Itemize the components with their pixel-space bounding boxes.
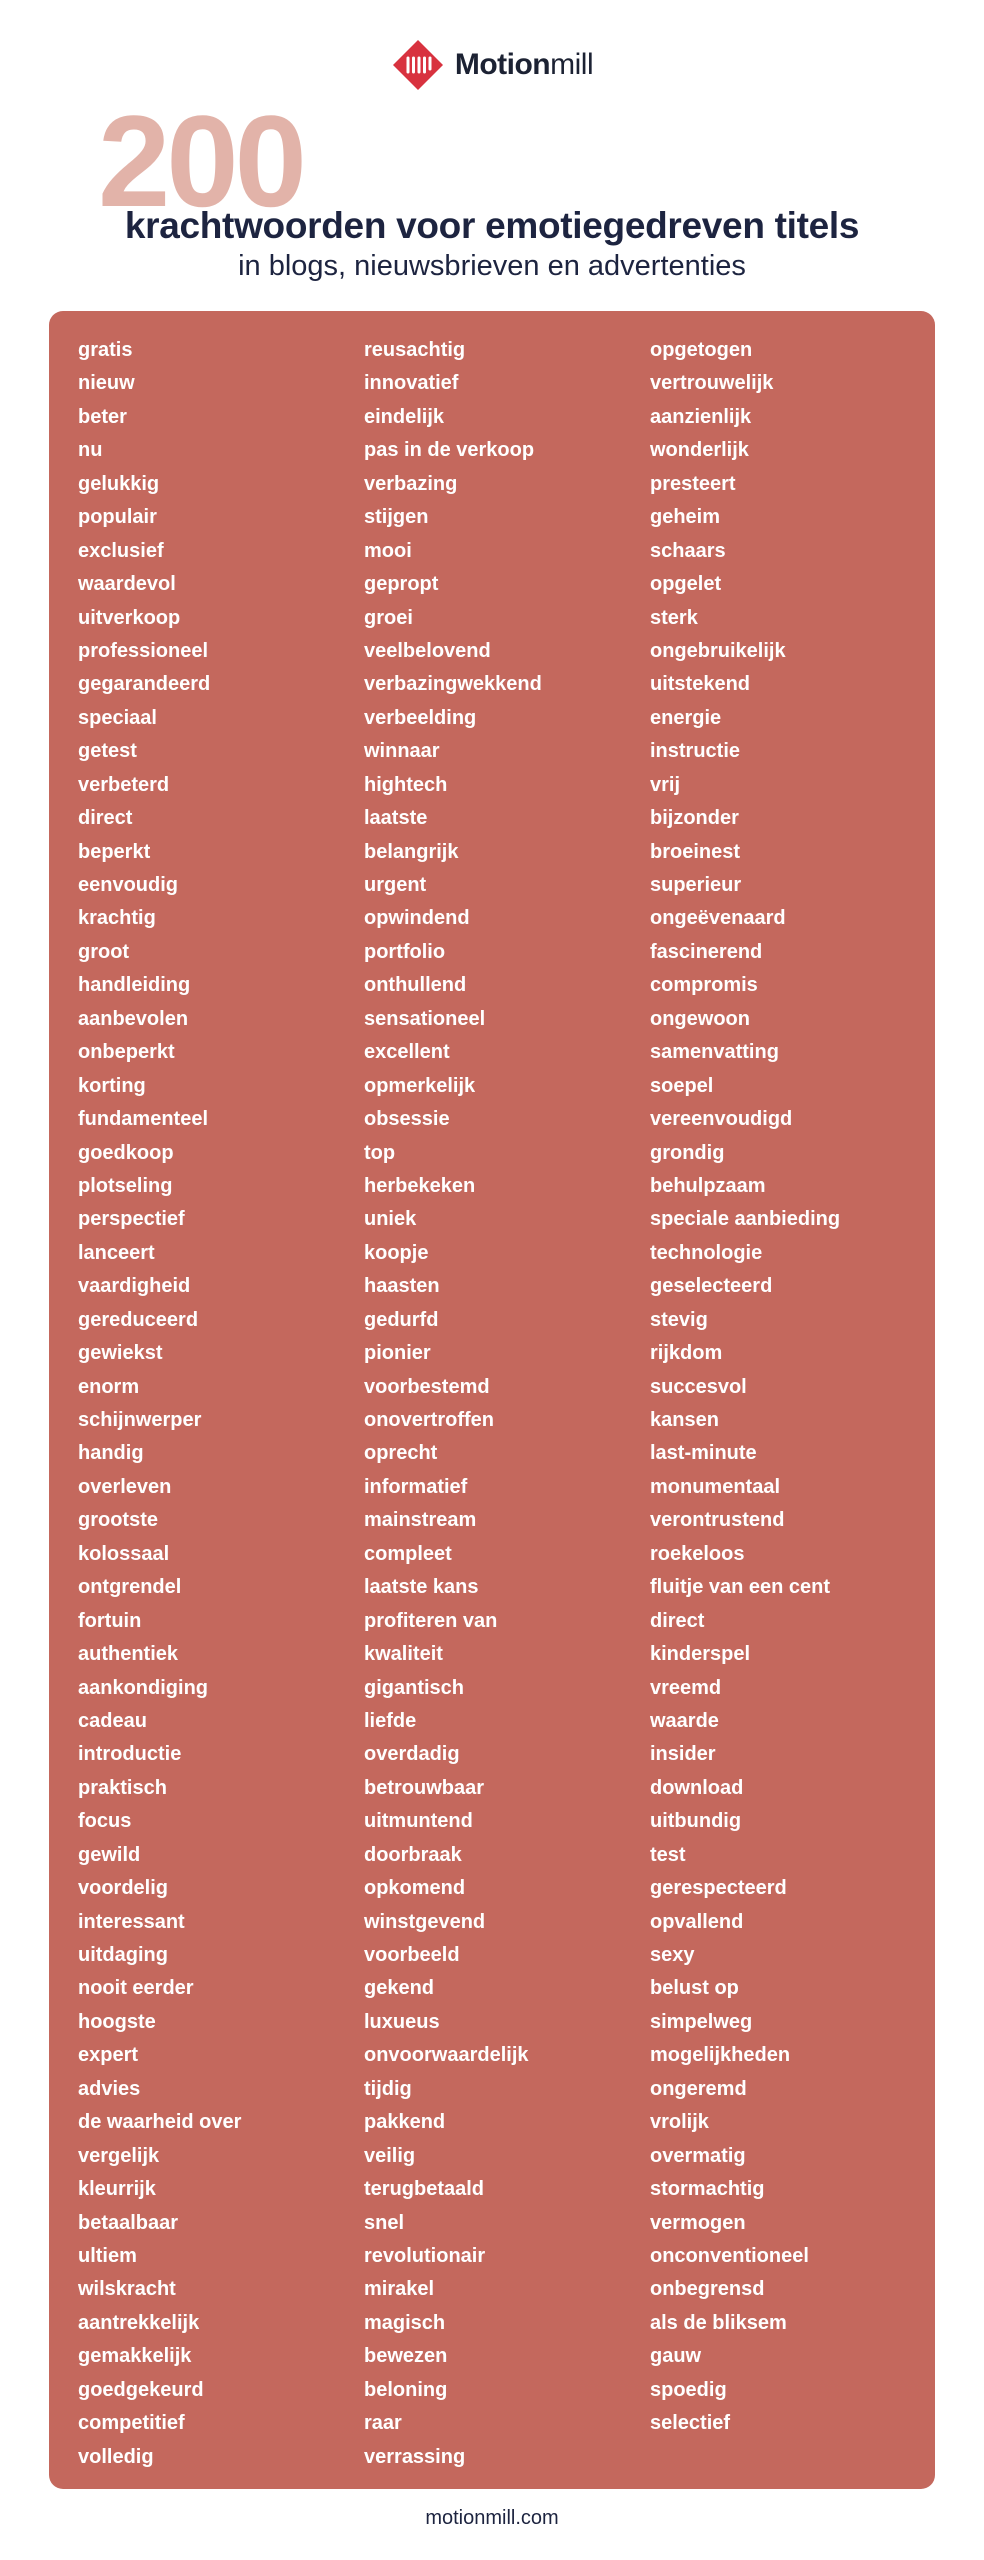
word-item: gigantisch <box>364 1676 465 1699</box>
word-item: aankondiging <box>78 1676 208 1699</box>
word-column-3 <box>650 334 840 2441</box>
word-item: speciale aanbieding <box>650 1208 841 1231</box>
word-item: praktisch <box>78 1776 167 1799</box>
word-item: uitverkoop <box>78 606 181 629</box>
word-item: uitstekend <box>650 673 751 696</box>
word-item: beter <box>78 405 127 428</box>
word-item: wilskracht <box>78 2278 176 2301</box>
word-item: ongebruikelijk <box>650 639 786 662</box>
word-item: gerespecteerd <box>650 1877 787 1900</box>
word-item: competitief <box>78 2412 185 2435</box>
word-item: vaardigheid <box>78 1275 191 1298</box>
logo-wordmark <box>455 48 593 82</box>
word-item: stormachtig <box>650 2178 765 2201</box>
word-item: sterk <box>650 606 698 629</box>
word-item: authentiek <box>78 1643 179 1666</box>
word-item: expert <box>78 2044 139 2067</box>
word-item: terugbetaald <box>364 2178 485 2201</box>
word-item: herbekeken <box>364 1174 476 1197</box>
word-item: spoedig <box>650 2378 727 2401</box>
word-item: opgelet <box>650 573 722 596</box>
word-item: als de bliksem <box>650 2311 787 2334</box>
word-item: vrolijk <box>650 2111 709 2134</box>
word-item: interessant <box>78 1910 185 1933</box>
word-item: mooi <box>364 539 412 562</box>
word-item: opvallend <box>650 1910 744 1933</box>
word-item: pas in de verkoop <box>364 439 535 462</box>
word-item: volledig <box>78 2445 154 2468</box>
word-item: informatief <box>364 1475 468 1498</box>
word-item: focus <box>78 1810 132 1833</box>
page-subtitle: in blogs, nieuwsbrieven en advertenties <box>238 250 746 282</box>
word-item: vertrouwelijk <box>650 372 774 395</box>
word-item: haasten <box>364 1275 440 1298</box>
word-item: mainstream <box>364 1509 477 1532</box>
word-item: doorbraak <box>364 1843 462 1866</box>
word-item: reusachtig <box>364 339 466 361</box>
word-item: speciaal <box>78 706 157 729</box>
word-item: obsessie <box>364 1108 450 1131</box>
word-item: vereenvoudigd <box>650 1108 793 1131</box>
word-item: superieur <box>650 874 742 896</box>
word-item: vrij <box>650 773 681 796</box>
word-item: test <box>650 1843 686 1866</box>
word-item: kleurrijk <box>78 2178 156 2201</box>
word-item: stevig <box>650 1308 708 1331</box>
word-item: verbazing <box>364 472 458 495</box>
word-item: opmerkelijk <box>364 1074 476 1097</box>
word-item: verrassing <box>364 2445 466 2468</box>
word-item: vermogen <box>650 2211 746 2234</box>
footer-url: motionmill.com <box>425 2507 559 2529</box>
word-item: veelbelovend <box>364 639 491 662</box>
word-item: selectief <box>650 2412 731 2435</box>
word-column-2 <box>364 334 542 2474</box>
word-item: direct <box>78 807 133 830</box>
word-item: nooit eerder <box>78 1977 194 2000</box>
word-item: gegarandeerd <box>78 673 211 696</box>
word-item: fascinerend <box>650 940 763 963</box>
word-item: professioneel <box>78 639 209 662</box>
word-item: gereduceerd <box>78 1308 199 1331</box>
word-item: profiteren van <box>364 1609 498 1632</box>
word-item: opwindend <box>364 907 470 930</box>
word-item: ongeremd <box>650 2077 747 2100</box>
word-item: innovatief <box>364 372 459 395</box>
word-item: waardevol <box>78 573 176 596</box>
word-item: verbeterd <box>78 773 170 796</box>
word-item: vreemd <box>650 1676 722 1699</box>
logo-text-light: mill <box>550 48 594 81</box>
word-item: handleiding <box>78 974 191 997</box>
word-item: aanzienlijk <box>650 405 752 428</box>
word-item: excellent <box>364 1041 450 1064</box>
word-item: winstgevend <box>364 1910 486 1933</box>
word-item: succesvol <box>650 1375 747 1398</box>
word-item: nu <box>78 439 103 462</box>
word-item: liefde <box>364 1709 417 1732</box>
word-item: pakkend <box>364 2111 446 2134</box>
word-item: grondig <box>650 1141 725 1164</box>
word-item: ongewoon <box>650 1007 750 1030</box>
word-item: cadeau <box>78 1709 147 1732</box>
word-item: presteert <box>650 472 736 495</box>
word-item: gratis <box>78 339 133 361</box>
word-item: aanbevolen <box>78 1007 189 1030</box>
word-item: technologie <box>650 1241 763 1264</box>
word-item: samenvatting <box>650 1041 779 1064</box>
word-item: snel <box>364 2211 405 2234</box>
word-item: mirakel <box>364 2278 435 2301</box>
word-item: uniek <box>364 1208 417 1231</box>
word-item: direct <box>650 1609 705 1632</box>
word-item: voorbeeld <box>364 1944 460 1966</box>
word-item: uitmuntend <box>364 1810 473 1833</box>
word-item: winnaar <box>364 740 440 763</box>
word-item: lanceert <box>78 1241 155 1264</box>
word-item: grootste <box>78 1509 158 1532</box>
word-item: korting <box>78 1074 146 1097</box>
word-item: handig <box>78 1442 144 1465</box>
word-item: opgetogen <box>650 339 753 361</box>
word-item: bewezen <box>364 2345 448 2368</box>
word-item: laatste kans <box>364 1576 479 1599</box>
word-item: goedkoop <box>78 1141 174 1164</box>
word-item: mogelijkheden <box>650 2044 791 2067</box>
word-item: kinderspel <box>650 1643 751 1666</box>
word-item: koopje <box>364 1241 429 1264</box>
word-item: krachtig <box>78 907 156 930</box>
word-item: magisch <box>364 2311 446 2334</box>
word-item: ontgrendel <box>78 1576 182 1599</box>
word-item: gepropt <box>364 573 439 596</box>
word-item: onbeperkt <box>78 1041 175 1064</box>
word-item: fluitje van een cent <box>650 1576 831 1599</box>
word-item: behulpzaam <box>650 1174 766 1197</box>
word-item: de waarheid over <box>78 2111 242 2134</box>
word-item: uitdaging <box>78 1944 168 1966</box>
word-item: beloning <box>364 2378 448 2401</box>
word-item: bijzonder <box>650 807 739 830</box>
word-item: soepel <box>650 1074 714 1097</box>
word-item: luxueus <box>364 2010 440 2033</box>
word-item: verbeelding <box>364 706 477 729</box>
word-item: perspectief <box>78 1208 185 1231</box>
word-item: gewiekst <box>78 1342 163 1365</box>
word-item: plotseling <box>78 1174 173 1197</box>
word-item: hightech <box>364 773 448 796</box>
word-item: kansen <box>650 1409 719 1431</box>
word-item: revolutionair <box>364 2244 486 2267</box>
word-item: onbegrensd <box>650 2278 765 2301</box>
word-item: gekend <box>364 1977 435 2000</box>
word-item: groot <box>78 940 130 963</box>
word-item: insider <box>650 1743 716 1766</box>
word-item: voorbestemd <box>364 1375 490 1398</box>
word-column-1 <box>78 334 241 2474</box>
word-item: eindelijk <box>364 405 445 428</box>
word-item: compromis <box>650 974 758 997</box>
word-item: onthullend <box>364 974 467 997</box>
word-item: getest <box>78 740 137 763</box>
word-item: betrouwbaar <box>364 1776 485 1799</box>
word-item: hoogste <box>78 2010 156 2033</box>
word-item: roekeloos <box>650 1542 745 1565</box>
word-item: fortuin <box>78 1609 142 1632</box>
word-item: overleven <box>78 1475 172 1498</box>
word-item: last-minute <box>650 1442 757 1465</box>
word-item: verontrustend <box>650 1509 785 1532</box>
word-item: raar <box>364 2412 402 2435</box>
word-item: ongeëvenaard <box>650 907 786 930</box>
word-item: opkomend <box>364 1877 466 1900</box>
word-item: waarde <box>650 1709 719 1732</box>
word-item: broeinest <box>650 840 741 863</box>
word-item: kolossaal <box>78 1542 170 1565</box>
word-item: pionier <box>364 1342 431 1365</box>
word-item: gelukkig <box>78 472 160 495</box>
word-item: veilig <box>364 2144 416 2167</box>
brand-logo <box>0 38 984 92</box>
word-item: oprecht <box>364 1442 438 1465</box>
motionmill-logo-icon <box>391 38 445 92</box>
word-item: populair <box>78 506 157 529</box>
word-item: betaalbaar <box>78 2211 179 2234</box>
word-item: geheim <box>650 506 721 529</box>
word-item: monumentaal <box>650 1475 781 1498</box>
word-item: goedgekeurd <box>78 2378 204 2401</box>
word-list-panel <box>49 311 935 2489</box>
word-item: groei <box>364 606 413 629</box>
word-item: laatste <box>364 807 428 830</box>
word-item: onvoorwaardelijk <box>364 2044 529 2067</box>
word-item: vergelijk <box>78 2144 160 2167</box>
word-item: stijgen <box>364 506 429 529</box>
word-item: sexy <box>650 1944 695 1966</box>
word-item: belust op <box>650 1977 739 2000</box>
word-item: onovertroffen <box>364 1409 494 1431</box>
word-item: eenvoudig <box>78 874 179 896</box>
word-item: fundamenteel <box>78 1108 209 1131</box>
word-item: gewild <box>78 1843 141 1866</box>
word-item: urgent <box>364 874 427 896</box>
word-item: ultiem <box>78 2244 137 2267</box>
logo-text-bold: Motion <box>454 48 551 81</box>
page-title: krachtwoorden voor emotiegedreven titels <box>124 205 860 246</box>
word-item: belangrijk <box>364 840 459 863</box>
word-item: enorm <box>78 1375 140 1398</box>
word-item: voordelig <box>78 1877 169 1900</box>
word-item: energie <box>650 706 722 729</box>
word-item: compleet <box>364 1542 452 1565</box>
word-item: geselecteerd <box>650 1275 773 1298</box>
word-item: gedurfd <box>364 1308 439 1331</box>
word-item: advies <box>78 2077 141 2100</box>
word-item: wonderlijk <box>650 439 749 462</box>
word-item: gemakkelijk <box>78 2345 192 2368</box>
word-item: simpelweg <box>650 2010 753 2033</box>
word-item: nieuw <box>78 372 135 395</box>
word-item: introductie <box>78 1743 182 1766</box>
word-item: download <box>650 1776 744 1799</box>
word-item: overdadig <box>364 1743 460 1766</box>
word-item: beperkt <box>78 840 151 863</box>
word-item: schijnwerper <box>78 1409 202 1431</box>
word-item: rijkdom <box>650 1342 723 1365</box>
word-item: tijdig <box>364 2077 412 2100</box>
word-item: gauw <box>650 2345 702 2368</box>
word-item: verbazingwekkend <box>364 673 542 696</box>
word-item: portfolio <box>364 940 446 963</box>
word-item: overmatig <box>650 2144 746 2167</box>
headline-number: 200 <box>98 88 303 234</box>
word-item: kwaliteit <box>364 1643 443 1666</box>
word-item: schaars <box>650 539 726 562</box>
word-item: uitbundig <box>650 1810 742 1833</box>
word-item: instructie <box>650 740 741 763</box>
word-item: onconventioneel <box>650 2244 809 2267</box>
word-item: top <box>364 1141 396 1164</box>
word-item: aantrekkelijk <box>78 2311 200 2334</box>
word-item: exclusief <box>78 539 164 562</box>
word-item: sensationeel <box>364 1007 486 1030</box>
